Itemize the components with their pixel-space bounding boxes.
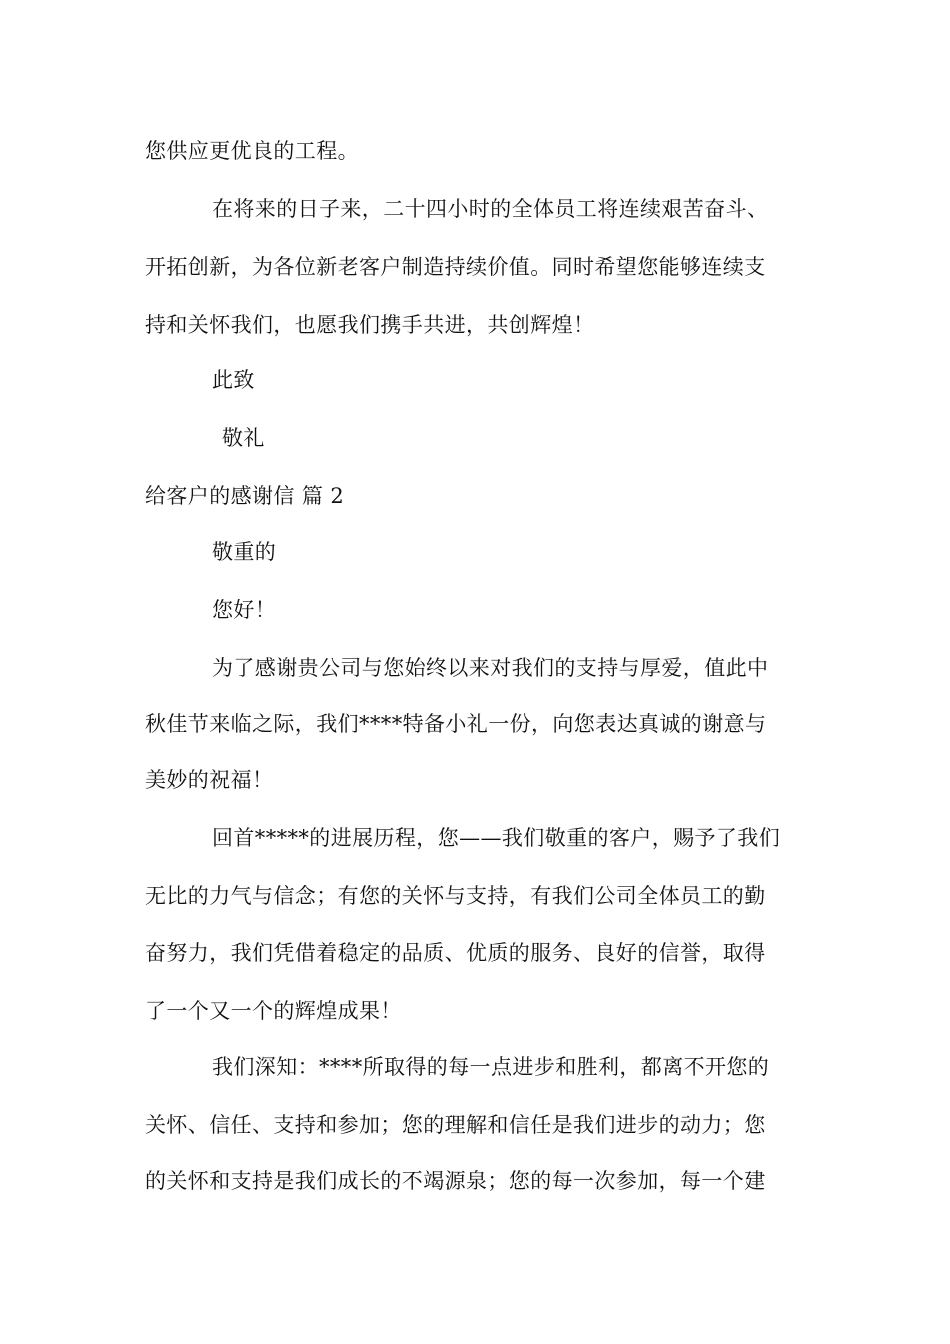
paragraph-line: 奋努力，我们凭借着稳定的品质、优质的服务、良好的信誉，取得 — [145, 941, 766, 965]
paragraph-line: 持和关怀我们，也愿我们携手共进，共创辉煌！ — [145, 313, 595, 337]
salutation-line: 敬重的 — [212, 540, 277, 564]
paragraph-line: 美妙的祝福！ — [145, 768, 274, 792]
paragraph-line: 开拓创新，为各位新老客户制造持续价值。同时希望您能够连续支 — [145, 255, 766, 279]
paragraph-line: 的关怀和支持是我们成长的不竭源泉；您的每一次参加，每一个建 — [145, 1169, 766, 1193]
paragraph-line: 您供应更优良的工程。 — [145, 139, 359, 163]
greeting-line: 您好！ — [212, 598, 277, 622]
section-heading: 给客户的感谢信 篇 2 — [145, 484, 345, 508]
paragraph-line: 为了感谢贵公司与您始终以来对我们的支持与厚爱，值此中 — [212, 656, 769, 680]
paragraph-line: 无比的力气与信念；有您的关怀与支持，有我们公司全体员工的勤 — [145, 884, 766, 908]
paragraph-line: 了一个又一个的辉煌成果！ — [145, 999, 402, 1023]
closing-line: 敬礼 — [222, 426, 265, 450]
paragraph-line: 回首*****的进展历程，您——我们敬重的客户，赐予了我们 — [212, 826, 781, 850]
paragraph-line: 我们深知：****所取得的每一点进步和胜利，都离不开您的 — [212, 1055, 770, 1079]
closing-line: 此致 — [212, 368, 255, 392]
paragraph-line: 关怀、信任、支持和参加；您的理解和信任是我们进步的动力；您 — [145, 1113, 766, 1137]
paragraph-line: 在将来的日子来，二十四小时的全体员工将连续艰苦奋斗、 — [212, 197, 769, 221]
paragraph-line: 秋佳节来临之际，我们****特备小礼一份，向您表达真诚的谢意与 — [145, 712, 767, 736]
